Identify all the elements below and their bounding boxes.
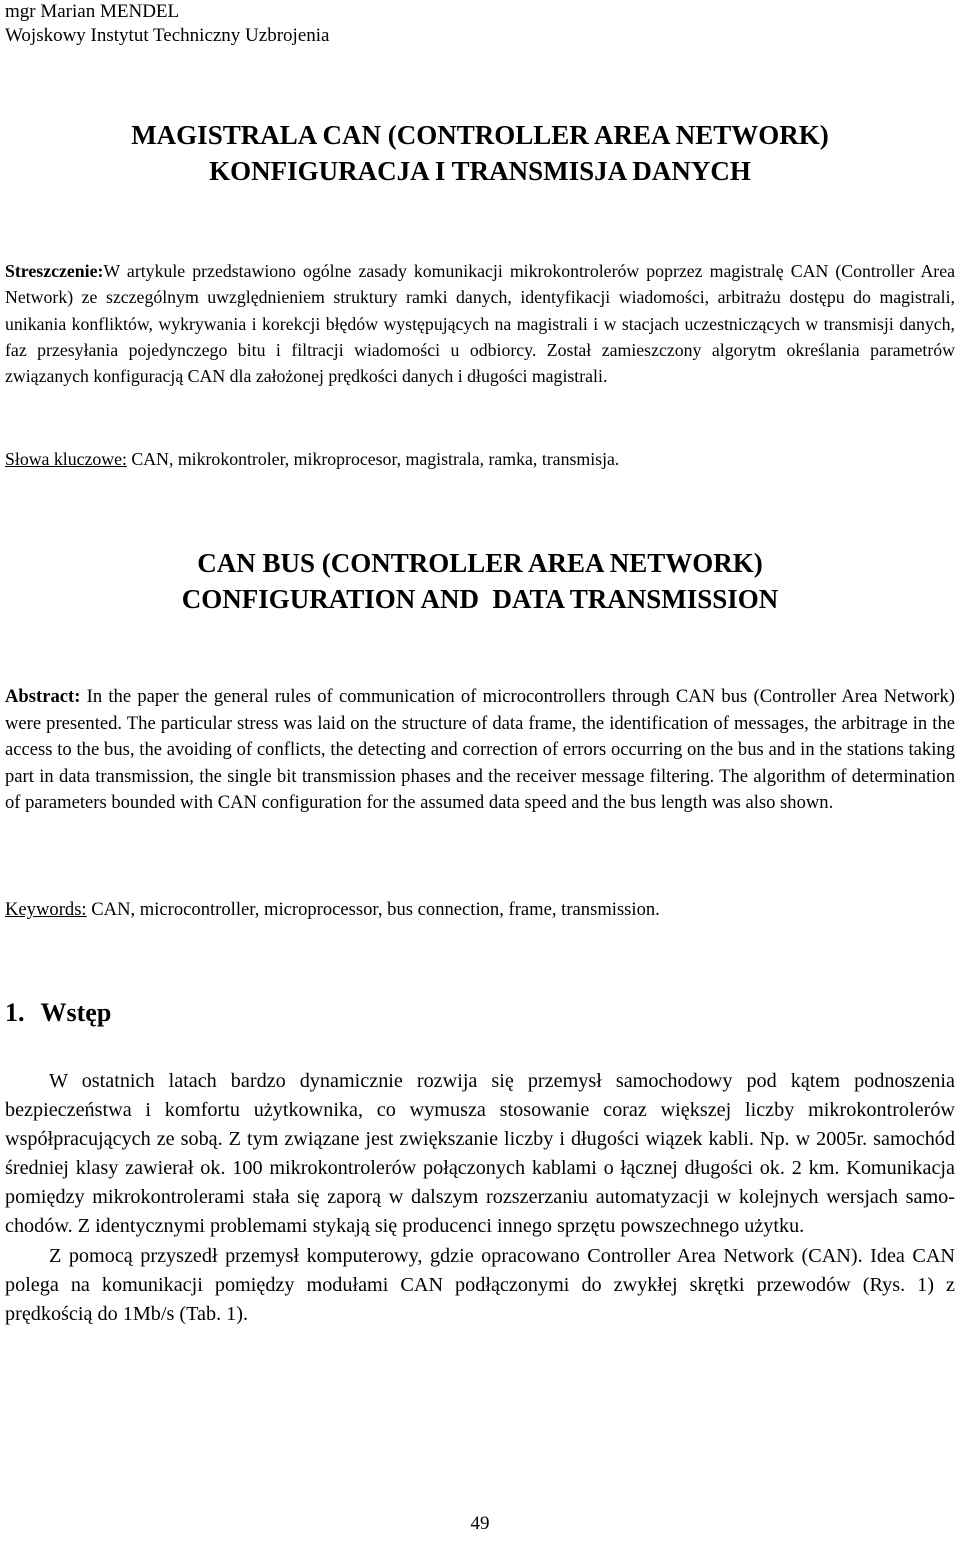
keywords-english-label: Keywords: xyxy=(5,899,87,920)
section-heading xyxy=(5,995,111,1031)
abstract-english-text: In the paper the general rules of communication of microcontrollers through CAN bus (Controller Area Network) were presented. The particular stress was laid on the structure of data frame, the identification of messages, the arbitrage in the access to the bus, the avoiding of conflicts, the detecting and correction of errors occurring on the bus and in the stations taking part in data transmission, the single bit transmission phases and the receiver message filtering. The algorithm of determination of parameters bounded with CAN configuration for the assumed data speed and the bus length was also shown. xyxy=(5,686,955,814)
title-english-line2: CONFIGURATION AND DATA TRANSMISSION xyxy=(181,584,779,614)
title-english-line1: CAN BUS (CONTROLLER AREA NETWORK) xyxy=(197,548,763,578)
title-english xyxy=(0,545,960,617)
keywords-polish-text: CAN, mikrokontroler, mikroprocesor, magistrala, ramka, transmisja. xyxy=(126,449,620,469)
body-text xyxy=(5,1067,955,1329)
author-block xyxy=(5,0,329,48)
keywords-english-text: CAN, microcontroller, microprocessor, bus connection, frame, transmission. xyxy=(86,899,660,920)
abstract-polish-label: Streszczenie: xyxy=(5,261,104,281)
keywords-polish-label: Słowa kluczowe: xyxy=(5,449,127,469)
section-title: Wstęp xyxy=(40,998,112,1027)
title-polish xyxy=(0,117,960,189)
abstract-english xyxy=(5,684,955,817)
title-polish-line1: MAGISTRALA CAN (CONTROLLER AREA NETWORK) xyxy=(131,120,829,150)
abstract-polish xyxy=(5,258,955,389)
keywords-polish xyxy=(5,446,955,472)
author-name: mgr Marian MENDEL xyxy=(5,1,180,22)
page-number: 49 xyxy=(470,1513,490,1534)
body-paragraph-1: W ostatnich latach bardzo dynamicznie rozwija się przemysł samochodowy pod kątem podnoszenia bezpieczeństwa i komfortu użytkownika, co wymusza stosowanie coraz większej liczby mikrokontrolerów współpracujących ze sobą. Z tym związane jest zwiększanie liczby i długości wiązek kabli. Np. w 2005r. samochód średniej klasy zawierał ok. 100 mikrokontrolerów połączonych kablami o łącznej długości ok. 2 km. Komunikacja pomiędzy mikrokontrolerami stała się zaporą w dalszym rozszerzaniu automatyzacji w kolejnych wersjach samochodów. Z identycznymi problemami stykają się producenci innego sprzętu powszechnego użytku. xyxy=(5,1070,955,1237)
title-polish-line2: KONFIGURACJA I TRANSMISJA DANYCH xyxy=(209,156,751,186)
body-paragraph-2: Z pomocą przyszedł przemysł komputerowy, gdzie opracowano Controller Area Network (CAN). Idea CAN polega na komunikacji pomiędzy modułami CAN podłączonymi do zwykłej skrętki przewodów (Rys. 1) z prędkością do 1Mb/s (Tab. 1). xyxy=(5,1245,955,1326)
section-number: 1. xyxy=(5,998,25,1027)
abstract-polish-text: W artykule przedstawiono ogólne zasady komunikacji mikrokontrolerów poprzez magistralę CAN (Controller Area Network) ze szczególnym uwzględnieniem struktury ramki danych, identyfikacji wiadomości, arbitrażu dostępu do magistrali, unikania konfliktów, wykrywania i korekcji błędów występujących na magistrali i w stacjach uczestniczących w transmisji danych, faz przesyłania pojedynczego bitu i filtracji wiadomości u odbiorcy. Został zamieszczony algorytm określania parametrów związanych konfiguracją CAN dla założonej prędkości danych i długości magistrali. xyxy=(5,261,955,387)
abstract-english-label: Abstract: xyxy=(5,686,81,707)
author-affiliation: Wojskowy Instytut Techniczny Uzbrojenia xyxy=(5,25,330,46)
keywords-english xyxy=(5,897,955,924)
